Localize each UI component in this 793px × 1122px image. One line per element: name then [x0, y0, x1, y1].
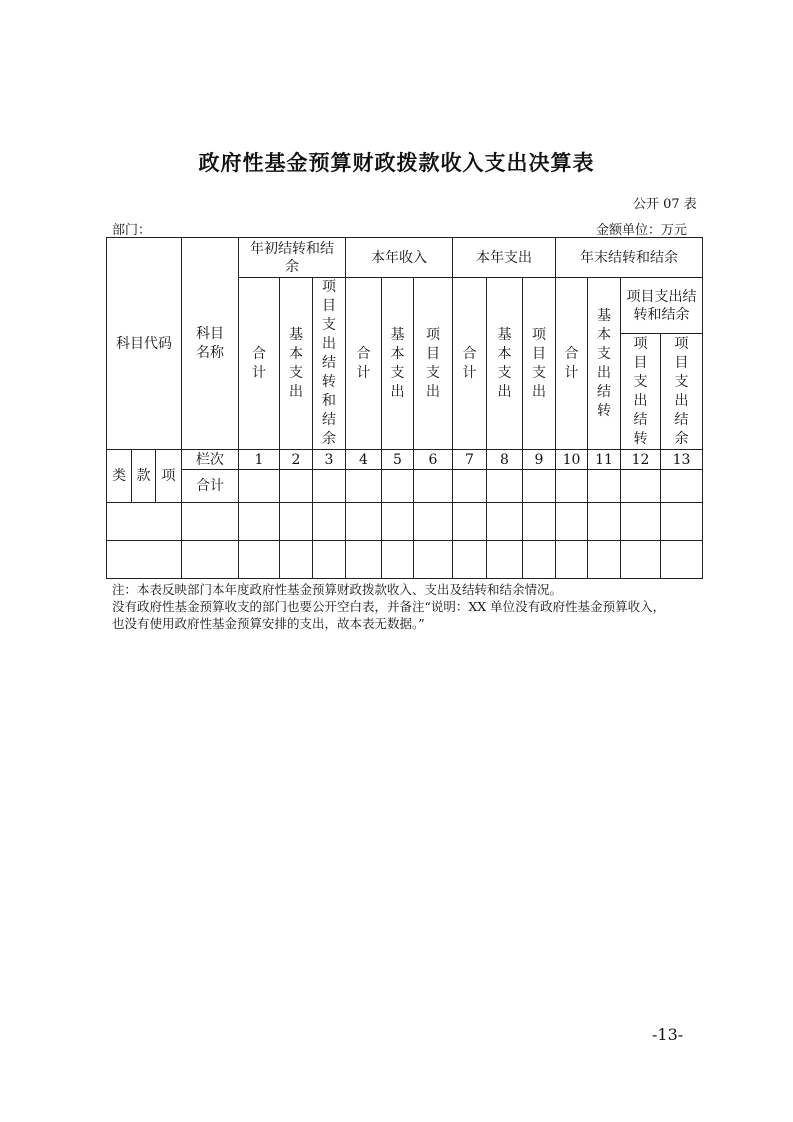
- table-cell: [346, 541, 382, 579]
- column-number: 10: [556, 450, 588, 470]
- column-number: 6: [414, 450, 453, 470]
- table-cell: [280, 541, 313, 579]
- table-cell: [346, 503, 382, 541]
- table-cell: [382, 541, 414, 579]
- table-cell: [346, 470, 382, 503]
- page-title: 政府性基金预算财政拨款收入支出决算表: [198, 151, 595, 175]
- department-label: 部门：: [112, 223, 152, 238]
- table-cell: [414, 470, 453, 503]
- header-begin-project: 项目支出结转和结余: [313, 278, 346, 450]
- table-cell: [588, 541, 621, 579]
- header-begin-balance: 年初结转和结余: [239, 238, 346, 278]
- header-end-balance: 年末结转和结余: [556, 238, 703, 278]
- table-cell: [107, 503, 182, 541]
- header-income-project: 项目支出: [414, 278, 453, 450]
- header-income: 本年收入: [346, 238, 453, 278]
- table-cell: [280, 470, 313, 503]
- header-begin-total: 合计: [239, 278, 280, 450]
- header-begin-basic: 基本支出: [280, 278, 313, 450]
- header-expense-project: 项目支出: [523, 278, 556, 450]
- table-cell: [487, 503, 523, 541]
- header-income-basic: 基本支出: [382, 278, 414, 450]
- column-number: 7: [453, 450, 487, 470]
- column-number: 9: [523, 450, 556, 470]
- column-number: 1: [239, 450, 280, 470]
- table-cell: [313, 541, 346, 579]
- table-cell: [453, 470, 487, 503]
- table-cell: [523, 470, 556, 503]
- page-number: -13-: [652, 1025, 684, 1044]
- table-cell: [523, 541, 556, 579]
- header-subject-name: 科目名称: [182, 238, 239, 450]
- header-end-project-carry: 项目支出结转: [621, 334, 661, 450]
- table-number: 公开 07 表: [633, 197, 697, 212]
- table-cell: [661, 503, 703, 541]
- table-cell: [556, 470, 588, 503]
- header-end-total: 合计: [556, 278, 588, 450]
- column-number: 12: [621, 450, 661, 470]
- header-expense-total: 合计: [453, 278, 487, 450]
- table-cell: [588, 470, 621, 503]
- table-cell: [280, 503, 313, 541]
- column-number: 4: [346, 450, 382, 470]
- table-cell: [556, 541, 588, 579]
- column-number: 8: [487, 450, 523, 470]
- header-category: 类: [107, 450, 132, 503]
- table-cell: [313, 470, 346, 503]
- note-line-2: 没有政府性基金预算收支的部门也要公开空白表，并备注“说明：XX 单位没有政府性基金预算收入，: [112, 599, 666, 614]
- table-cell: [621, 541, 661, 579]
- table-cell: [239, 503, 280, 541]
- table-cell: [382, 470, 414, 503]
- table-cell: [453, 541, 487, 579]
- header-expense: 本年支出: [453, 238, 556, 278]
- header-end-project-balance: 项目支出结余: [661, 334, 703, 450]
- table-cell: [239, 470, 280, 503]
- sum-row-label: 合计: [182, 470, 239, 503]
- header-section: 款: [132, 450, 156, 503]
- column-index-label: 栏次: [182, 450, 239, 470]
- table-cell: [523, 503, 556, 541]
- column-number: 13: [661, 450, 703, 470]
- column-number: 11: [588, 450, 621, 470]
- table-cell: [313, 503, 346, 541]
- table-cell: [661, 541, 703, 579]
- table-cell: [414, 541, 453, 579]
- table-cell: [487, 470, 523, 503]
- table-cell: [382, 503, 414, 541]
- table-cell: [107, 541, 182, 579]
- column-number: 3: [313, 450, 346, 470]
- note-line-1: 注：本表反映部门本年度政府性基金预算财政拨款收入、支出及结转和结余情况。: [112, 582, 563, 597]
- table-cell: [621, 503, 661, 541]
- header-item: 项: [156, 450, 182, 503]
- note-line-3: 也没有使用政府性基金预算安排的支出，故本表无数据。”: [112, 616, 425, 631]
- table-cell: [182, 503, 239, 541]
- table-cell: [621, 470, 661, 503]
- table-cell: [414, 503, 453, 541]
- header-end-basic-carry: 基本支出结转: [588, 278, 621, 450]
- table-cell: [487, 541, 523, 579]
- header-income-total: 合计: [346, 278, 382, 450]
- header-end-project-carry-balance: 项目支出结转和结余: [621, 278, 703, 334]
- final-accounts-table: [106, 237, 703, 579]
- table-cell: [556, 503, 588, 541]
- table-cell: [239, 541, 280, 579]
- table-cell: [588, 503, 621, 541]
- table-row: [107, 503, 703, 541]
- column-number: 2: [280, 450, 313, 470]
- unit-label: 金额单位：万元: [596, 223, 688, 238]
- table-cell: [661, 470, 703, 503]
- header-subject-code: 科目代码: [107, 238, 182, 450]
- table-cell: [182, 541, 239, 579]
- table-cell: [453, 503, 487, 541]
- table-row: [107, 541, 703, 579]
- column-number: 5: [382, 450, 414, 470]
- header-expense-basic: 基本支出: [487, 278, 523, 450]
